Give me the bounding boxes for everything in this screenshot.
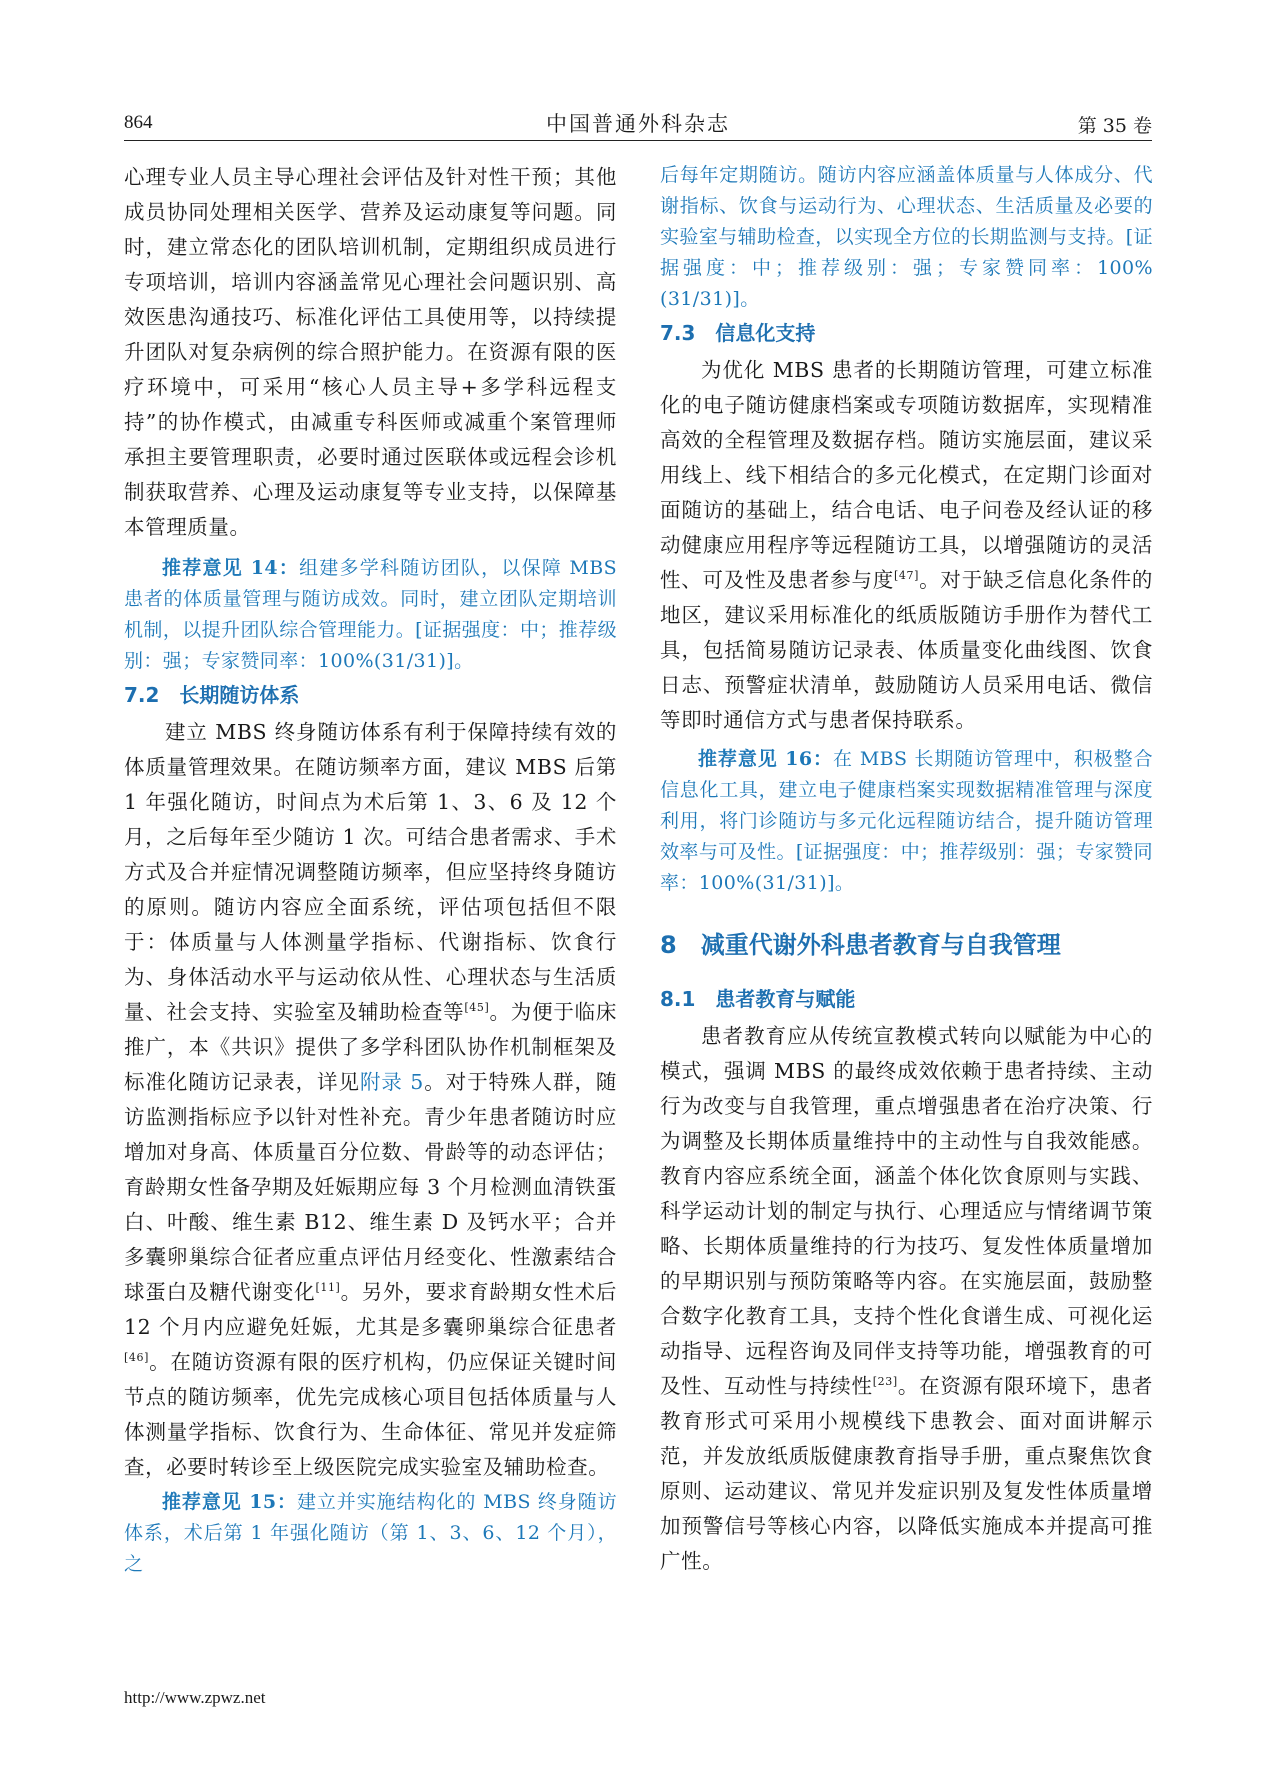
footer-url[interactable]: http://www.zpwz.net	[124, 1688, 266, 1707]
recommendation-label: 推荐意见 15：	[162, 1491, 297, 1513]
section-heading-7-2: 7.2 长期随访体系	[124, 683, 300, 707]
recommendation-16	[660, 744, 1153, 899]
section-heading-8: 8 减重代谢外科患者教育与自我管理	[660, 931, 1061, 959]
recommendation-text: 组建多学科随访团队，以保障 MBS 患者的体质量管理与随访成效。同时，建立团队定期培训机制，以提升团队综合管理能力。[证据强度：中；推荐级别：强；专家赞同率：100%(31/31)]。	[124, 557, 617, 672]
left-column	[124, 160, 617, 1580]
journal-title: 中国普通外科杂志	[546, 112, 730, 136]
paragraph: 为优化 MBS 患者的长期随访管理，可建立标准化的电子随访健康档案或专项随访数据库，实现精准高效的全程管理及数据存档。随访实施层面，建议采用线上、线下相结合的多元化模式，在定期门诊面对面随访的基础上，结合电话、电子问卷及经认证的移动健康应用程序等远程随访工具，以增强随访的灵活性、可及性及患者参与度[47]。对于缺乏信息化条件的地区，建议采用标准化的纸质版随访手册作为替代工具，包括简易随访记录表、体质量变化曲线图、饮食日志、预警症状清单，鼓励随访人员采用电话、微信等即时通信方式与患者保持联系。	[660, 358, 1153, 732]
recommendation-14	[124, 553, 617, 677]
recommendation-text: 建立并实施结构化的 MBS 终身随访体系，术后第 1 年强化随访（第 1、3、6、12 个月），之	[124, 1491, 617, 1575]
paragraph: 患者教育应从传统宣教模式转向以赋能为中心的模式，强调 MBS 的最终成效依赖于患者持续、主动行为改变与自我管理，重点增强患者在治疗决策、行为调整及长期体质量维持中的主动性与自我效能感。教育内容应系统全面，涵盖个体化饮食原则与实践、科学运动计划的制定与执行、心理适应与情绪调节策略、长期体质量维持的行为技巧、复发性体质量增加的早期识别与预防策略等内容。在实施层面，鼓励整合数字化教育工具，支持个性化食谱生成、可视化运动指导、远程咨询及同伴支持等功能，增强教育的可及性、互动性与持续性[23]。在资源有限环境下，患者教育形式可采用小规模线下患教会、面对面讲解示范，并发放纸质版健康教育指导手册，重点聚焦饮食原则、运动建议、常见并发症识别及复发性体质量增加预警信号等核心内容，以降低实施成本并提高可推广性。	[660, 1024, 1153, 1573]
recommendation-text: 在 MBS 长期随访管理中，积极整合信息化工具，建立电子健康档案实现数据精准管理与深度利用，将门诊随访与多元化远程随访结合，提升随访管理效率与可及性。[证据强度：中；推荐级别：强；专家赞同率：100%(31/31)]。	[660, 748, 1153, 894]
citation[interactable]: [23]	[872, 1375, 898, 1389]
page-number: 864	[124, 112, 153, 133]
section-heading-8-1: 8.1 患者教育与赋能	[660, 987, 856, 1011]
appendix-link[interactable]: 附录 5	[359, 1070, 424, 1094]
recommendation-15-continued: 后每年定期随访。随访内容应涵盖体质量与人体成分、代谢指标、饮食与运动行为、心理状态、生活质量及必要的实验室与辅助检查，以实现全方位的长期监测与支持。[证据强度：中；推荐级别：强；专家赞同率：100%(31/31)]。	[660, 164, 1153, 310]
right-column	[660, 160, 1153, 1579]
citation[interactable]: [47]	[894, 569, 919, 583]
running-header	[124, 104, 1152, 141]
volume-label: 第 35 卷	[1077, 115, 1152, 137]
recommendation-15	[124, 1487, 617, 1580]
citation[interactable]: [45]	[464, 1001, 490, 1015]
citation[interactable]: [11]	[315, 1281, 341, 1295]
recommendation-label: 推荐意见 16：	[698, 748, 833, 770]
citation[interactable]: [46]	[124, 1351, 149, 1365]
paragraph: 心理专业人员主导心理社会评估及针对性干预；其他成员协同处理相关医学、营养及运动康复等问题。同时，建立常态化的团队培训机制，定期组织成员进行专项培训，培训内容涵盖常见心理社会问题识别、高效医患沟通技巧、标准化评估工具使用等，以持续提升团队对复杂病例的综合照护能力。在资源有限的医疗环境中，可采用“核心人员主导+多学科远程支持”的协作模式，由减重专科医师或减重个案管理师承担主要管理职责，必要时通过医联体或远程会诊机制获取营养、心理及运动康复等专业支持，以保障基本管理质量。	[124, 165, 617, 539]
recommendation-label: 推荐意见 14：	[162, 557, 300, 579]
section-heading-7-3: 7.3 信息化支持	[660, 321, 816, 345]
paragraph: 建立 MBS 终身随访体系有利于保障持续有效的体质量管理效果。在随访频率方面，建议 MBS 后第 1 年强化随访，时间点为术后第 1、3、6 及 12 个月，之后每年至少随访 1 次。可结合患者需求、手术方式及合并症情况调整随访频率，但应坚持终身随访的原则。随访内容应全面系统，评估项包括但不限于：体质量与人体测量学指标、代谢指标、饮食行为、身体活动水平与运动依从性、心理状态与生活质量、社会支持、实验室及辅助检查等[45]。为便于临床推广，本《共识》提供了多学科团队协作机制框架及标准化随访记录表，详见附录 5。对于特殊人群，随访监测指标应予以针对性补充。青少年患者随访时应增加对身高、体质量百分位数、骨龄等的动态评估；育龄期女性备孕期及妊娠期应每 3 个月检测血清铁蛋白、叶酸、维生素 B12、维生素 D 及钙水平；合并多囊卵巢综合征者应重点评估月经变化、性激素结合球蛋白及糖代谢变化[11]。另外，要求育龄期女性术后 12 个月内应避免妊娠，尤其是多囊卵巢综合征患者[46]。在随访资源有限的医疗机构，仍应保证关键时间节点的随访频率，优先完成核心项目包括体质量与人体测量学指标、饮食行为、生命体征、常见并发症筛查，必要时转诊至上级医院完成实验室及辅助检查。	[124, 720, 617, 1479]
